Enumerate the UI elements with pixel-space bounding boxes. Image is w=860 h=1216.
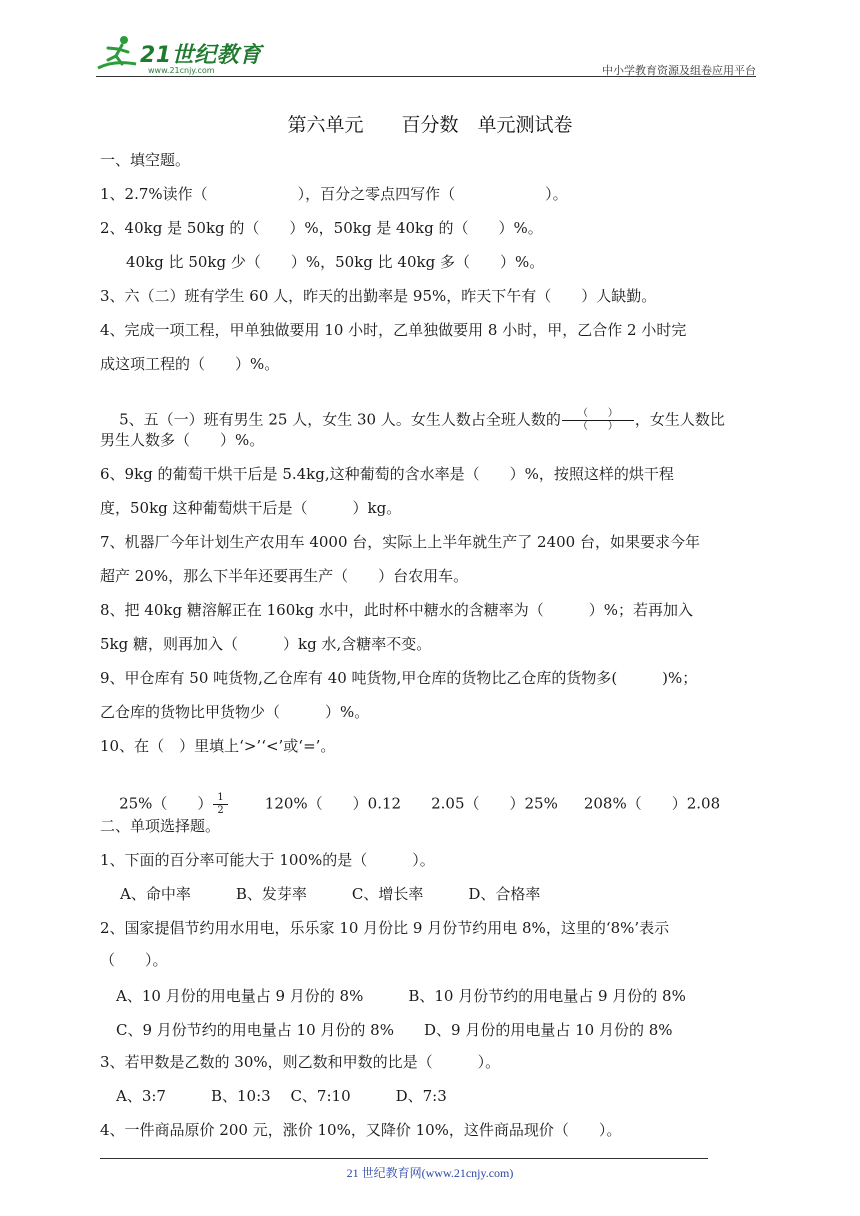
page-title: 第六单元 百分数 单元测试卷 [287, 114, 573, 136]
question-text: 度，50kg 这种葡萄烘干后是（ ）kg。 [100, 499, 402, 517]
question-text: 5、五（一）班有男生 25 人，女生 30 人。女生人数占全班人数的 [119, 410, 561, 429]
question-text: 3、六（二）班有学生 60 人，昨天的出勤率是 95%，昨天下午有（ ）人缺勤。 [100, 287, 657, 305]
runner-logo-icon [96, 34, 140, 74]
question-text: 8、把 40kg 糖溶解正在 160kg 水中，此时杯中糖水的含糖率为（ ）%；若再加入 [100, 601, 693, 619]
question-text: ，女生人数比 [634, 410, 725, 429]
comparison-item: 120%（ ）0.12 [264, 794, 402, 813]
question-text: 4、一件商品原价 200 元，涨价 10%，又降价 10%，这件商品现价（ ）。 [100, 1121, 622, 1139]
question-text: 9、甲仓库有 50 吨货物,乙仓库有 40 吨货物,甲仓库的货物比乙仓库的货物多( )%； [100, 669, 698, 687]
page-header [96, 28, 756, 80]
footer-divider [100, 1158, 708, 1159]
answer-options: A、10 月份的用电量占 9 月份的 8% B、10 月份节约的用电量占 9 月份的 8% [116, 987, 686, 1005]
question-text: 10、在（ ）里填上‘>’‘<’或‘=’。 [100, 737, 336, 755]
fraction-numerator: 1 [213, 792, 227, 805]
question-text: 3、若甲数是乙数的 30%，则乙数和甲数的比是（ ）。 [100, 1053, 501, 1071]
question-text: 4、完成一项工程，甲单独做要用 10 小时，乙单独做要用 8 小时，甲，乙合作 2 小时完 [100, 321, 687, 339]
question-text: 乙仓库的货物比甲货物少（ ）%。 [100, 703, 370, 721]
fraction-half [213, 792, 227, 817]
comparison-item: 25%（ ） [119, 794, 213, 813]
fraction-numerator: （ ） [562, 408, 634, 421]
question-text: 成这项工程的（ ）%。 [100, 355, 280, 373]
comparison-item: 2.05（ ）25% [431, 794, 558, 813]
question-text: 2、40kg 是 50kg 的（ ）%，50kg 是 40kg 的（ ）%。 [100, 219, 543, 237]
platform-name: 中小学教育资源及组卷应用平台 [602, 64, 756, 77]
question-text: 1、下面的百分率可能大于 100%的是（ ）。 [100, 851, 435, 869]
logo-text: 21世纪教育 [140, 43, 262, 68]
answer-options: A、3:7 B、10:3 C、7:10 D、7:3 [116, 1087, 447, 1105]
section-heading: 二、单项选择题。 [100, 817, 221, 835]
question-text: 1、2.7%读作（ ），百分之零点四写作（ ）。 [100, 185, 568, 203]
question-text: 7、机器厂今年计划生产农用车 4000 台，实际上上半年就生产了 2400 台，如果要求今年 [100, 533, 700, 551]
question-text: 男生人数多（ ）%。 [100, 431, 265, 449]
logo-url: www.21cnjy.com [148, 66, 215, 75]
question-text: 40kg 比 50kg 少（ ）%，50kg 比 40kg 多（ ）%。 [126, 253, 545, 271]
answer-options: A、命中率 B、发芽率 C、增长率 D、合格率 [120, 885, 541, 903]
comparison-item: 208%（ ）2.08 [583, 794, 721, 813]
logo [96, 34, 266, 78]
question-text: 6、9kg 的葡萄干烘干后是 5.4kg,这种葡萄的含水率是（ ）%，按照这样的烘干程 [100, 465, 674, 483]
question-text: 超产 20%，那么下半年还要再生产（ ）台农用车。 [100, 567, 469, 585]
question-text: （ ）。 [100, 951, 168, 969]
answer-options: C、9 月份节约的用电量占 10 月份的 8% D、9 月份的用电量占 10 月份的 8% [116, 1021, 673, 1039]
fraction-denominator: （ ） [577, 421, 618, 432]
section-heading: 一、填空题。 [100, 151, 191, 169]
footer-link[interactable]: 21 世纪教育网(www.21cnjy.com) [346, 1166, 514, 1180]
header-divider [96, 76, 756, 77]
fraction-denominator: 2 [217, 805, 224, 816]
question-text: 5kg 糖，则再加入（ ）kg 水,含糖率不变。 [100, 635, 432, 653]
question-text: 2、国家提倡节约用水用电，乐乐家 10 月份比 9 月份节约用电 8%，这里的‘8%’表示 [100, 919, 670, 937]
fraction-blank [562, 408, 634, 433]
